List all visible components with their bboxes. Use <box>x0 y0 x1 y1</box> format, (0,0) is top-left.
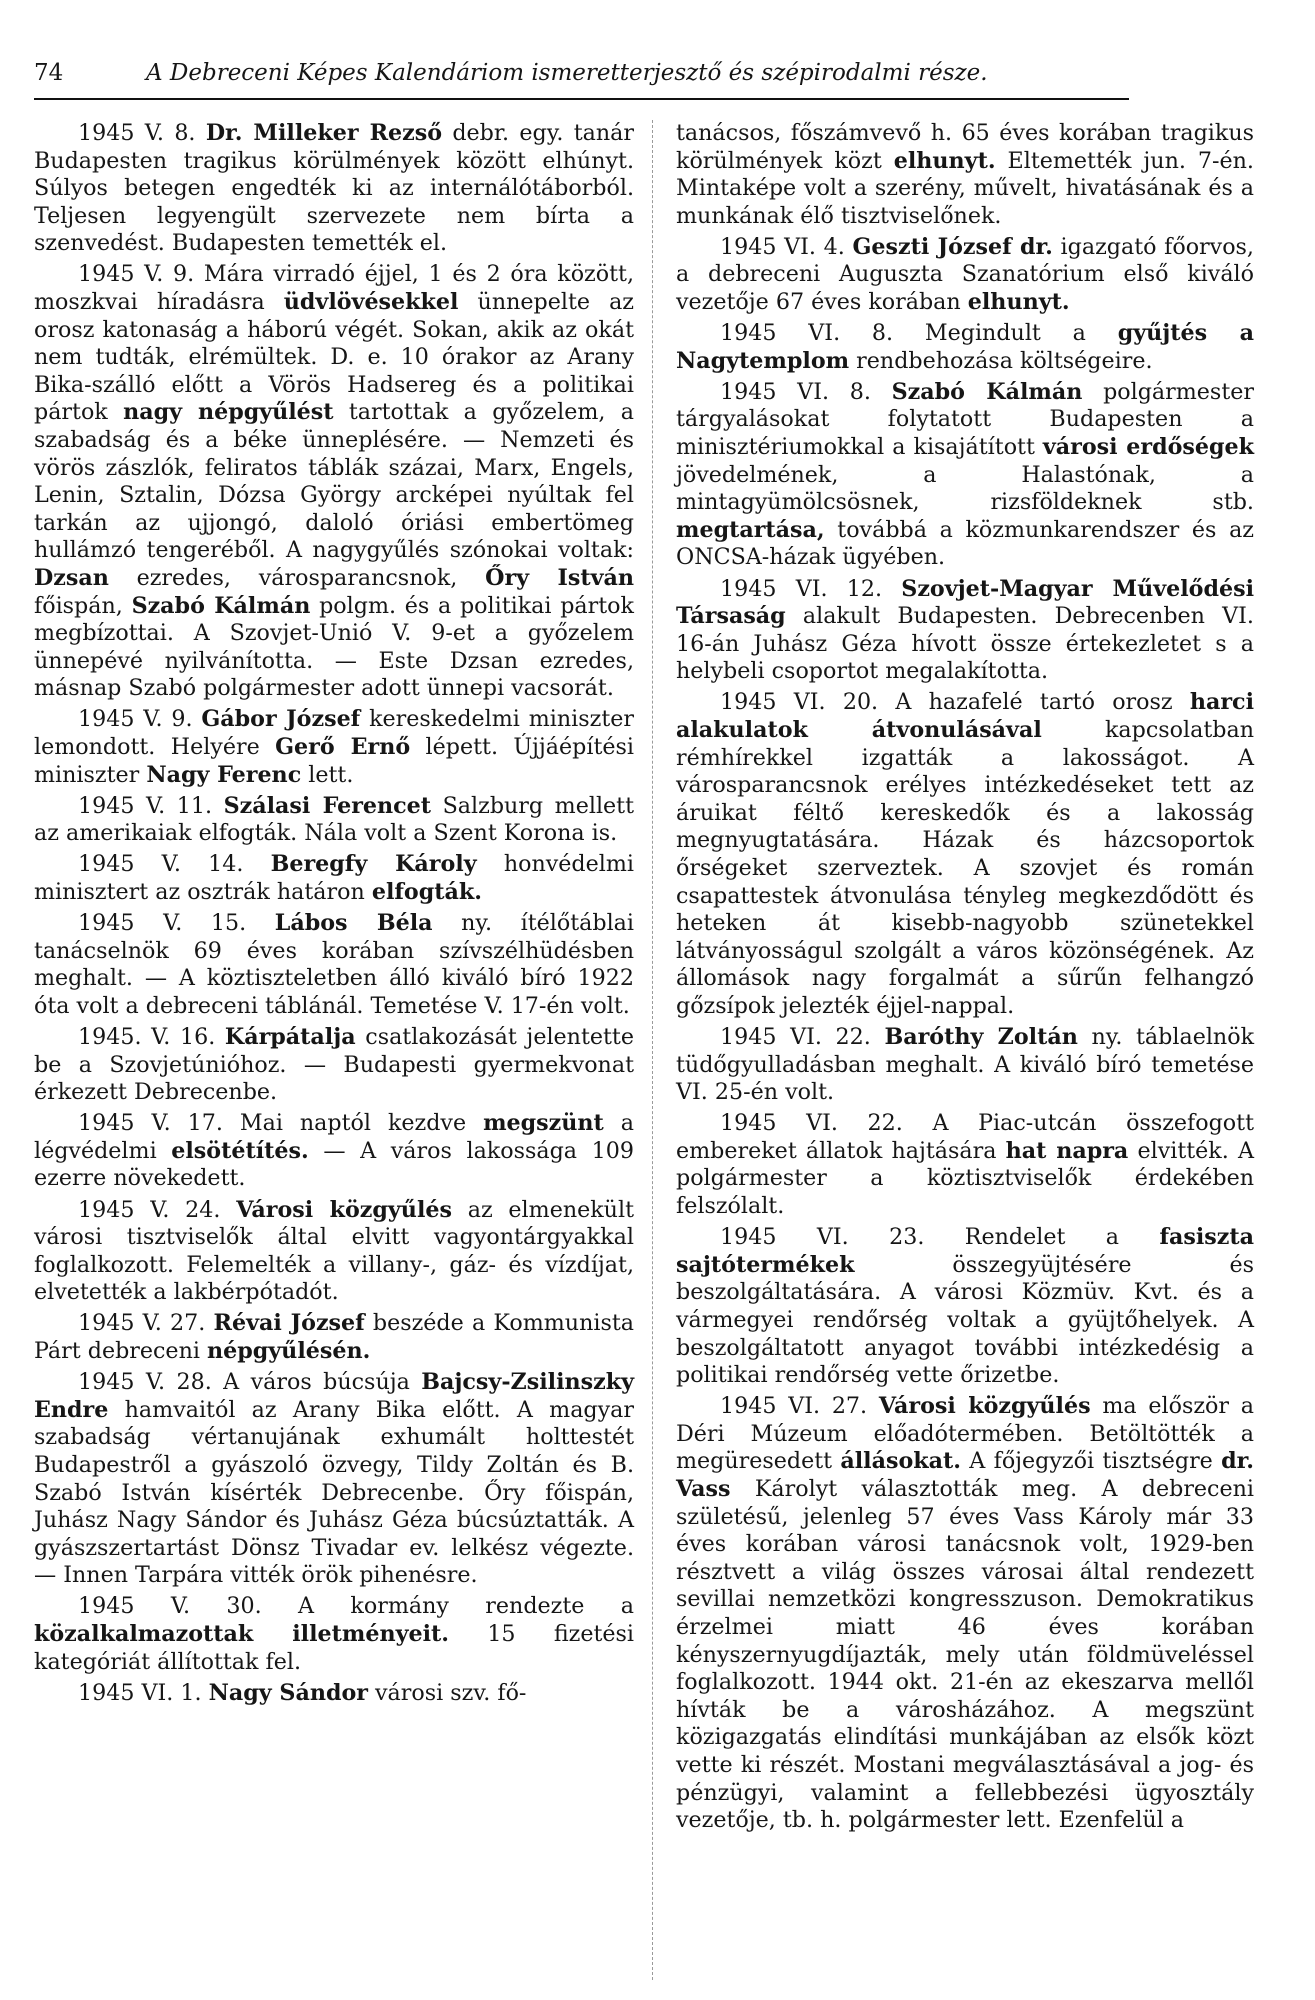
entry-text: jövedelmének, a Halastónak, a mintagyümölcsösnek, rizsföldeknek stb. <box>676 461 1254 516</box>
emphasized-text: Baróthy Zoltán <box>884 1024 1078 1050</box>
chronicle-entry <box>34 793 634 848</box>
emphasized-text: városi erdőségek <box>1042 434 1254 461</box>
entry-text: 1945 VI. 27. <box>720 1393 879 1420</box>
chronicle-entry <box>676 576 1254 686</box>
entry-text: debr. egy. tanár Budapesten tragikus körülmények között elhúnyt. Súlyos betegen engedték ki az internálótáborból. Teljesen legyengült szervezete nem bírta a szenvedést. Budapesten temették el. <box>34 120 634 257</box>
entry-text: lett. <box>301 761 354 788</box>
emphasized-text: dr. Vass <box>676 1448 1254 1502</box>
emphasized-text: Szabó Kálmán <box>131 592 311 619</box>
chronicle-entry <box>34 1310 634 1365</box>
emphasized-text: megszünt <box>483 1110 604 1137</box>
emphasized-text: gyűjtés a Nagytemplom <box>676 320 1254 374</box>
chronicle-entry <box>34 1197 634 1307</box>
entry-text: 1945 V. 17. Mai naptól kezdve <box>78 1110 484 1137</box>
emphasized-text: közalkalmazottak illetményeit. <box>34 1620 450 1647</box>
entry-text: 1945 V. 9. Mára virradó éjjel, 1 és 2 óra között, moszkvai híradásra <box>34 261 634 316</box>
entry-text: 1945 VI. 22. <box>720 1024 885 1050</box>
emphasized-text: elhunyt. <box>893 147 996 174</box>
entry-text: főispán, <box>34 592 132 619</box>
chronicle-entry <box>676 1393 1254 1835</box>
chronicle-entry <box>676 1224 1254 1390</box>
emphasized-text: elhunyt. <box>967 289 1070 316</box>
entry-text: polgármester tárgyalásokat folytatott Budapesten a minisztériumokkal a kisajátított <box>676 378 1254 461</box>
chronicle-entry <box>34 1110 634 1193</box>
entry-text: ünnepelte az orosz katonaság a háború végét. Sokan, akik az okát nem tudták, elrémültek. D. e. 10 órakor az Arany Bika-szálló előtt a Vörös Hadsereg és a politikai pártok <box>34 289 634 426</box>
entry-text: tanácsos, főszámvevő h. 65 éves korában tragikus körülmények közt <box>676 120 1254 174</box>
emphasized-text: Beregfy Károly <box>270 851 477 878</box>
chronicle-entry <box>34 1024 634 1107</box>
entry-text: 1945 V. 24. <box>78 1196 237 1223</box>
emphasized-text: nagy népgyűlést <box>123 399 334 426</box>
emphasized-text: Szabó Kálmán <box>891 378 1083 405</box>
emphasized-text: Bajcsy-Zsilinszky Endre <box>34 1369 634 1423</box>
chronicle-entry <box>676 689 1254 1020</box>
entry-text: elvitték. A polgármester a köztisztviselők érdekében felszólalt. <box>676 1137 1254 1220</box>
chronicle-entry <box>34 851 634 906</box>
chronicle-entry <box>34 1369 634 1590</box>
entry-text: — A város lakossága 109 ezerre növekedett. <box>34 1137 634 1192</box>
emphasized-text: Szálasi Ferencet <box>223 792 432 819</box>
entry-text: 1945 V. 11. <box>78 792 224 819</box>
emphasized-text: Nagy Sándor <box>208 1679 368 1706</box>
chronicle-entry <box>676 379 1254 572</box>
entry-text: összegyüjtésére és beszolgáltatására. A városi Közmüv. Kvt. és a vármegyei rendőrség voltak a gyüjtőhelyek. A beszolgáltatott anyagot további intézkedésig a politikai rendőrség vette őrizetbe. <box>676 1251 1254 1389</box>
entry-text: rendbehozása költségeire. <box>849 347 1153 374</box>
entry-text: 1945 V. 15. <box>78 910 275 937</box>
entry-text: ma először a Déri Múzeum előadótermében. Betöltötték a megüresedett <box>676 1393 1254 1475</box>
emphasized-text: Dzsan <box>34 565 109 591</box>
emphasized-text: Városi közgyűlés <box>878 1393 1091 1420</box>
emphasized-text: Geszti József dr. <box>852 233 1053 260</box>
emphasized-text: Szovjet-Magyar Művelődési Társaság <box>676 575 1255 630</box>
emphasized-text: Dr. Milleker Rezső <box>205 120 443 146</box>
entry-text: 1945. V. 16. <box>78 1024 225 1050</box>
entry-text: ny. ítélőtáblai tanácselnök 69 éves korában szívszélhüdésben meghalt. — A köztiszteletben álló kiváló bíró 1922 óta volt a debreceni táblánál. Temetése V. 17-én volt. <box>34 910 634 1019</box>
column-divider <box>652 120 653 1980</box>
chronicle-entry <box>676 320 1254 375</box>
page-number: 74 <box>34 60 64 86</box>
emphasized-text: Városi közgyűlés <box>236 1196 452 1223</box>
emphasized-text: állásokat. <box>840 1448 961 1475</box>
entry-text: 15 fizetési kategóriát állítottak fel. <box>34 1620 634 1675</box>
chronicle-entry <box>34 261 634 703</box>
entry-text: 1945 VI. 8. Megindult a <box>720 320 1118 347</box>
entry-text: A főjegyzői tisztségre <box>961 1448 1222 1475</box>
emphasized-text: népgyűlésén. <box>207 1338 371 1365</box>
entry-text: honvédelmi minisztert az osztrák határon <box>34 851 634 906</box>
chronicle-entry <box>34 910 634 1020</box>
entry-text: az elmenekült városi tisztviselők által elvitt vagyontárgyakkal foglalkozott. Felemelték a villany-, gáz- és vízdíjat, elvetették a lakbérpótadót. <box>34 1196 634 1306</box>
entry-text: kapcsolatban rémhírekkel izgatták a lakosságot. A városparancsnok erélyes intézkedéseket tett az áruikat féltő kereskedők és a lakosság megnyugtatására. Házak és házcsoportok őrségeket szerveztek. A szovjet és román csapattestek átvonulása tényleg megkezdődött és heteken át kisebb-nagyobb szünetekkel látványosságul szolgált a város közönségének. Az állomások nagy forgalmát a sűrűn felhangzó gőzsípok jelezték éjjel-nappal. <box>676 716 1254 1019</box>
chronicle-entry <box>34 1593 634 1676</box>
entry-text: 1945 VI. 23. Rendelet a <box>720 1224 1160 1251</box>
emphasized-text: Kárpátalja <box>224 1024 356 1050</box>
emphasized-text: elsötétítés. <box>171 1137 309 1164</box>
entry-text: Eltemették jun. 7-én. Mintaképe volt a szerény, művelt, hivatásának és a munkának élő tisztviselőnek. <box>676 147 1254 229</box>
emphasized-text: Lábos Béla <box>274 910 433 937</box>
entry-text: a légvédelmi <box>34 1110 635 1164</box>
entry-text: alakult Budapesten. Debrecenben VI. 16-án Juhász Géza hívott össze értekezletet s a helybeli csoportot megalakította. <box>676 603 1254 685</box>
emphasized-text: Őry István <box>485 565 634 591</box>
entry-text: 1945 V. 8. <box>78 120 206 146</box>
entry-text: igazgató főorvos, a debreceni Auguszta Szanatórium első kiváló vezetője 67 éves korában <box>676 233 1254 316</box>
entry-text: 1945 V. 30. A kormány rendezte a <box>78 1593 634 1620</box>
entry-text: hamvaitól az Arany Bika előtt. A magyar szabadság vértanujának exhumált holttestét Budapestről a gyászoló özvegy, Tildy Zoltán és B. Szabó István kísérték Debrecenbe. Őry főispán, Juhász Nagy Sándor és Juhász Géza búcsúztatták. A gyászszertartást Dönsz Tivadar ev. lelkész végezte. — Innen Tarpára vitték örök pihenésre. <box>34 1396 634 1589</box>
entry-text: kereskedelmi miniszter lemondott. Helyére <box>34 706 634 761</box>
entry-text: 1945 VI. 22. A Piac-utcán összefogott embereket állatok hajtására <box>676 1110 1254 1164</box>
chronicle-entry <box>34 1680 634 1708</box>
page-header <box>34 58 1129 100</box>
entry-text: polgm. és a politikai pártok megbízottai. A Szovjet-Unió V. 9-et a győzelem ünnepévé nyilvánította. — Este Dzsan ezredes, másnap Szabó polgármester adott ünnepi vacsorát. <box>34 592 634 702</box>
entry-text: 1945 V. 14. <box>78 851 271 878</box>
left-text-column <box>34 120 634 1711</box>
entry-text: 1945 VI. 20. A hazafelé tartó orosz <box>720 689 1190 716</box>
entry-text: ny. táblaelnök tüdőgyulladásban meghalt. A kiváló bíró temetése VI. 25-én volt. <box>676 1024 1255 1106</box>
entry-text: 1945 VI. 4. <box>720 233 853 260</box>
emphasized-text: fasiszta sajtótermékek <box>676 1224 1254 1278</box>
entry-text: tartottak a győzelem, a szabadság és a béke ünneplésére. — Nemzeti és vörös zászlók, feliratos táblák százai, Marx, Engels, Lenin, Sztalin, Dózsa György arcképei nyúltak fel tarkán az ujjongó, daloló óriási embertömeg hullámzó tengeréből. A nagygyűlés szónokai voltak: <box>34 399 634 564</box>
running-title: A Debreceni Képes Kalendáriom ismeretterjesztő és szépirodalmi része. <box>146 60 988 86</box>
chronicle-entry <box>676 120 1254 230</box>
emphasized-text: Gerő Ernő <box>275 734 411 761</box>
emphasized-text: elfogták. <box>371 879 482 906</box>
entry-text: csatlakozását jelentette be a Szovjetúnióhoz. — Budapesti gyermekvonat érkezett Debrecenbe. <box>34 1024 634 1106</box>
emphasized-text: üdvlövésekkel <box>283 289 459 316</box>
entry-text: 1945 V. 27. <box>78 1310 214 1337</box>
entry-text: lépett. Újjáépítési miniszter <box>34 734 634 788</box>
entry-text: 1945 VI. 1. <box>78 1679 209 1706</box>
entry-text: Salzburg mellett az amerikaiak elfogták. Nála volt a Szent Korona is. <box>34 792 634 847</box>
entry-text: 1945 V. 9. <box>78 706 202 733</box>
chronicle-entry <box>34 120 634 258</box>
emphasized-text: hat napra <box>1005 1137 1129 1164</box>
right-text-column <box>676 120 1254 1838</box>
emphasized-text: megtartása, <box>676 516 825 543</box>
chronicle-entry <box>34 706 634 789</box>
entry-text: Károlyt választották meg. A debreceni születésű, jelenleg 57 éves Vass Károly már 33 éves korában városi tanácsnok volt, 1929-ben résztvett a világ összes városai által rendezett sevillai nemzetközi kongresszuson. Demokratikus érzelmei miatt 46 éves korában kényszernyugdíjazták, mely után földmüveléssel foglalkozott. 1944 okt. 21-én az ekeszarva mellől hívták be a városházához. A megszünt közigazgatás elindítási munkájában az elsők közt vette ki részét. Mostani megválasztásával a jog- és pénzügyi, valamint a fellebbezési ügyosztály vezetője, tb. h. polgármester lett. Ezenfelül a <box>676 1476 1254 1834</box>
entry-text: 1945 V. 28. A város búcsúja <box>78 1369 422 1396</box>
chronicle-entry <box>676 234 1254 317</box>
emphasized-text: harci alakulatok átvonulásával <box>676 689 1254 743</box>
entry-text: 1945 VI. 8. <box>720 378 892 405</box>
emphasized-text: Gábor József <box>201 706 361 733</box>
entry-text: városi szv. fő- <box>367 1679 527 1706</box>
emphasized-text: Nagy Ferenc <box>146 761 302 788</box>
entry-text: ezredes, városparancsnok, <box>108 565 486 591</box>
entry-text: beszéde a Kommunista Párt debreceni <box>34 1310 634 1365</box>
entry-text: 1945 VI. 12. <box>720 575 902 602</box>
chronicle-entry <box>676 1110 1254 1220</box>
entry-text: továbbá a közmunkarendszer és az ONCSA-házak ügyében. <box>676 516 1254 571</box>
emphasized-text: Révai József <box>213 1310 365 1337</box>
chronicle-entry <box>676 1024 1254 1107</box>
